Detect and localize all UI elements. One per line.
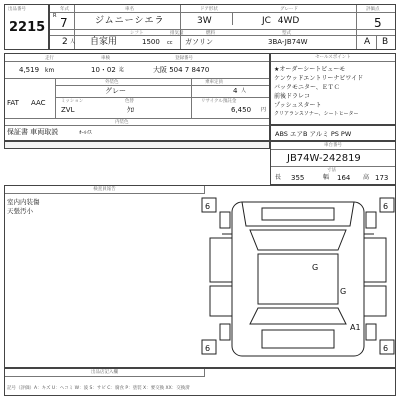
vehicle-header-box xyxy=(49,4,396,50)
warranty-line: 保証書 車両取説 xyxy=(7,128,59,136)
label-score: 評価点 xyxy=(366,7,380,12)
footer-box xyxy=(4,368,396,396)
chassis-box xyxy=(270,141,396,185)
usage-value: 自家用 xyxy=(90,37,118,47)
equipment-box xyxy=(270,125,396,141)
height-mark: 高 xyxy=(363,174,370,181)
fuel-value: ガソリン xyxy=(185,38,213,46)
car-front-hood xyxy=(242,202,354,226)
score-value: 5 xyxy=(374,16,382,30)
header-label-band-2 xyxy=(50,29,395,36)
label-transmission: ミッション xyxy=(61,99,84,104)
car-roof xyxy=(258,254,338,304)
tire-rr-value: 6 xyxy=(383,344,389,353)
displacement-unit: cc xyxy=(167,40,173,46)
section-strip xyxy=(4,141,270,149)
selling-point-2: ケンウッドエントリーナビワイド xyxy=(274,75,364,82)
capacity-unit: 人 xyxy=(70,39,76,45)
inspector-label: 検査員報告 xyxy=(93,187,116,192)
seats-unit: 人 xyxy=(241,88,247,94)
inspector-label-band xyxy=(5,186,205,194)
selling-points-label: セールスポイント xyxy=(271,54,395,62)
inspector-line-2: 天張汚小 xyxy=(7,207,33,215)
label-model: 型式 xyxy=(282,31,291,36)
label-shift: シフト xyxy=(130,31,144,36)
inspection-unit: 迄 xyxy=(119,67,125,73)
label-recycle: リサイクル預託金 xyxy=(201,99,237,104)
length-value: 355 xyxy=(291,174,305,182)
wheel-front-right xyxy=(366,212,376,228)
label-color-no: 色替 xyxy=(125,99,134,104)
car-right-door xyxy=(364,238,386,282)
car-body-outline xyxy=(232,202,364,356)
fat-value: FAT xyxy=(7,99,19,107)
lot-number-label: 出品番号 xyxy=(8,7,26,12)
selling-point-4: 前後ドラレコ xyxy=(274,93,311,100)
label-inspection: 車検 xyxy=(101,56,110,61)
label-car-name: 車名 xyxy=(125,7,134,12)
footer-label-band xyxy=(5,369,205,377)
recycle-fee: 6,450 xyxy=(231,106,252,114)
label-color: 外装色 xyxy=(105,80,119,85)
dimension-label: 寸法 xyxy=(327,168,336,173)
label-seats: 乗車定員 xyxy=(205,80,223,85)
chassis-label: 車台番号 xyxy=(271,142,395,150)
header-label-band xyxy=(50,5,395,13)
exterior-score: B xyxy=(382,37,389,47)
wheel-rear-left xyxy=(220,324,230,340)
wheel-rear-right xyxy=(366,324,376,340)
mileage-unit: km xyxy=(45,67,55,74)
color-code: ZVL xyxy=(61,106,75,114)
mark-g-2: G xyxy=(340,287,347,296)
mileage-value: 4,519 xyxy=(19,66,40,74)
plate-value: 大阪 504 7 8470 xyxy=(153,66,210,74)
label-mileage: 走行 xyxy=(45,56,54,61)
width-value: 164 xyxy=(337,174,351,182)
wheel-front-left xyxy=(220,212,230,228)
label-interior-color: 内装色 xyxy=(115,120,129,125)
year-value: 7 xyxy=(60,16,68,30)
chassis-number: JB74W-242819 xyxy=(287,153,361,164)
car-name: ジムニーシエラ xyxy=(95,16,165,26)
tire-fr-value: 6 xyxy=(383,202,389,211)
lot-number-box xyxy=(4,4,49,50)
lot-number: 2215 xyxy=(9,20,46,35)
selling-point-1: ★オーダーシートビューモ xyxy=(274,66,346,73)
seats-value: 4 xyxy=(233,87,238,95)
selling-points-box xyxy=(270,53,396,125)
capacity-num: 2 xyxy=(62,37,68,47)
aac-value: AAC xyxy=(31,99,46,107)
label-door-shape: ドア形状 xyxy=(200,7,218,12)
car-damage-diagram xyxy=(200,190,396,365)
inspector-line-1: 室内内装傷 xyxy=(7,198,40,206)
selling-point-3: バックモニター、ＥＴＣ xyxy=(274,84,340,91)
label-plate: 登録番号 xyxy=(175,56,193,61)
car-rear-gate xyxy=(262,330,334,348)
model-value: 3BA-JB74W xyxy=(268,38,308,46)
label-grade: グレード xyxy=(280,7,298,12)
label-year: 年式 xyxy=(60,7,69,12)
interior-score: A xyxy=(364,37,371,47)
specs-box xyxy=(4,53,270,141)
option-small: ｵｰﾙｲｽ xyxy=(79,130,92,136)
car-windshield xyxy=(250,230,346,250)
color-jp: グレー xyxy=(105,87,126,95)
tire-rl-value: 6 xyxy=(205,344,211,353)
grade-value: JC 4WD xyxy=(262,16,300,26)
tire-fl-value: 6 xyxy=(205,202,211,211)
recycle-unit: 円 xyxy=(261,107,267,113)
era-mark: R xyxy=(53,13,57,19)
selling-point-6: クリアランスソナー、シートヒーター xyxy=(274,111,359,117)
car-right-rear-panel xyxy=(364,286,386,316)
car-left-rear-panel xyxy=(210,286,232,316)
displacement-value: 1500 xyxy=(142,38,160,46)
equipment-text: ABS エアB アルミ PS PW xyxy=(275,130,352,138)
footer-fine-print: 記号（評価）A：キズ U：ヘコミ W：波 S：サビ C：腐食 P：塗装 X：要交換 XX：交換済 xyxy=(7,386,190,391)
width-mark: 幅 xyxy=(323,174,330,181)
door-shape: 3W xyxy=(197,16,212,26)
mark-a1: A1 xyxy=(350,323,361,332)
mark-g-1: G xyxy=(312,263,319,272)
length-mark: 長 xyxy=(275,174,282,181)
color-name: ｸﾛ xyxy=(127,106,134,114)
car-front-grille xyxy=(262,208,334,220)
selling-point-5: プッシュスタート xyxy=(274,102,322,109)
label-displacement: 排気量 xyxy=(170,31,184,36)
label-fuel: 燃料 xyxy=(206,31,215,36)
car-rear-glass xyxy=(250,308,346,324)
height-value: 173 xyxy=(375,174,389,182)
footer-label: 出品店記入欄 xyxy=(91,370,118,375)
car-left-door xyxy=(210,238,232,282)
inspection-value: 10・02 xyxy=(91,66,116,74)
